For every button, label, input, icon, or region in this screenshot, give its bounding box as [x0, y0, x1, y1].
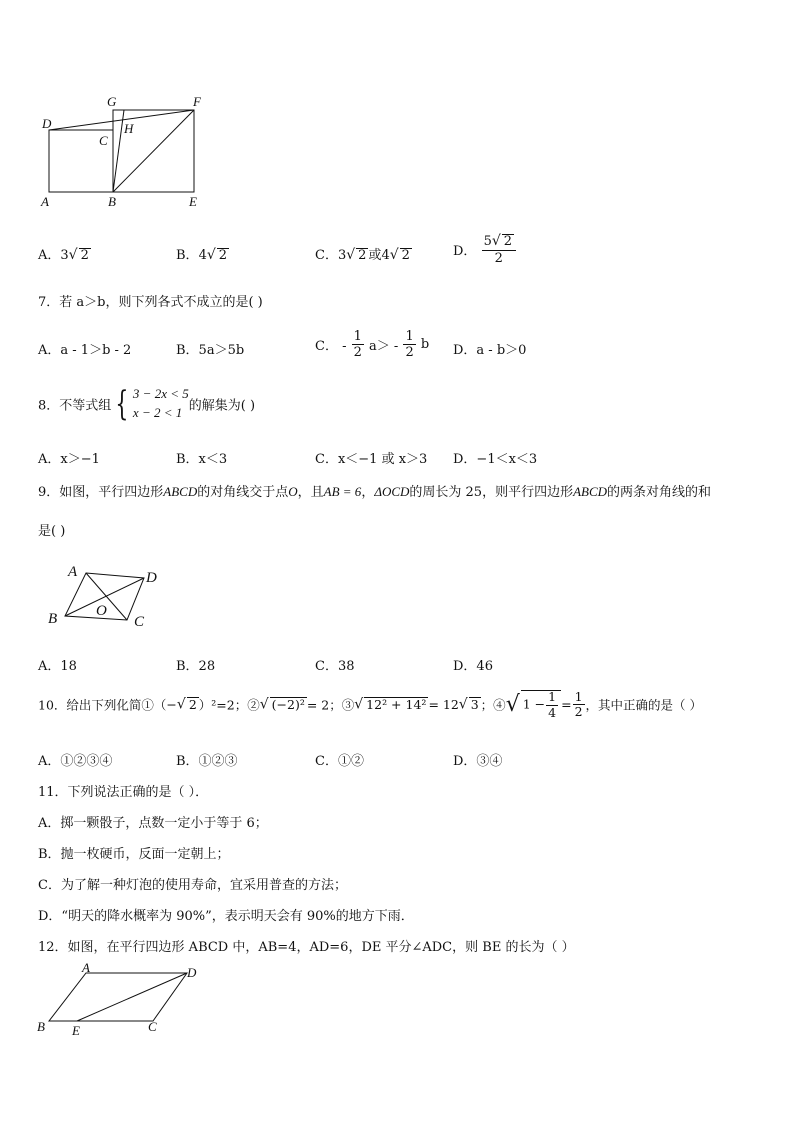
q6-option-a: A．3√ 2 — [38, 247, 89, 263]
q11-option-b: B．抛一枚硬币，反面一定朝上； — [38, 847, 230, 862]
q9-option-a: A．18 — [38, 659, 77, 674]
q7-option-a: A．a - 1＞b - 2 — [38, 343, 132, 358]
q7-option-b: B．5a＞5b — [176, 343, 245, 358]
label-B: B — [37, 1019, 45, 1034]
q11-option-c: C．为了解一种灯泡的使用寿命，宜采用普查的方法； — [38, 878, 347, 893]
label-G: G — [107, 94, 117, 109]
q8-option-a: A．x＞−1 — [38, 452, 100, 467]
parallelogram-figure-q12 — [34, 960, 214, 1042]
q9-option-b: B．28 — [176, 659, 216, 674]
q10-stem: 10．给出下列化简①（−√ 2 ）²=2；②√ (−2)² = 2；③√ 12² + 14² = 12√ 3 ；④√ 1 − $\frac{1}{4}$ = $\frac{1}{2}$ ，其中正确的是（ ） — [38, 688, 702, 720]
q7-option-d: D．a - b＞0 — [453, 343, 527, 358]
q10-option-c: C．①② — [315, 754, 364, 769]
label-F: F — [193, 94, 201, 109]
q11-stem: 11．下列说法正确的是（ ）． — [38, 785, 209, 800]
q6-option-b: B．4√ 2 — [176, 247, 228, 263]
q6-option-c: C．3√ 2 或4√ 2 — [315, 247, 410, 263]
q10-option-b: B．①②③ — [176, 754, 238, 769]
label-B: B — [108, 194, 116, 209]
q11-option-d: D．“明天的降水概率为 90%”，表示明天会有 90%的地方下雨． — [38, 909, 414, 924]
square-figure — [30, 88, 220, 213]
label-A: A — [68, 564, 78, 580]
label-A: A — [82, 960, 90, 975]
q8-option-b: B．x＜3 — [176, 452, 228, 467]
label-C: C — [134, 614, 145, 630]
q9-stem: 9．如图，平行四边形ABCD的对角线交于点O，且AB = 6，ΔOCD的周长为 25，则平行四边形ABCD的两条对角线的和 — [38, 484, 712, 500]
q8-option-c: C．x＜−1 或 x＞3 — [315, 452, 428, 467]
label-D: D — [187, 965, 197, 980]
parallelogram-figure-q9 — [40, 560, 170, 632]
q8-option-d: D．−1＜x＜3 — [453, 452, 538, 467]
label-B: B — [48, 611, 58, 627]
q10-option-a: A．①②③④ — [38, 754, 113, 769]
label-D: D — [146, 570, 157, 586]
label-O: O — [96, 603, 107, 619]
q7-stem: 7．若 a＞b，则下列各式不成立的是( ) — [38, 295, 263, 310]
label-E: E — [189, 194, 197, 209]
q8-stem: 8．不等式组 { 3 − 2x < 5 x − 2 < 1 的解集为( ) — [38, 383, 256, 424]
q6-option-d: D． $\frac{5√ 2}{2}$ — [453, 234, 517, 265]
label-E: E — [72, 1023, 80, 1038]
q7-option-c: C． - $\frac{1}{2}$ a＞ - $\frac{1}{2}$ b — [315, 329, 430, 360]
q9-option-c: C．38 — [315, 659, 355, 674]
label-C: C — [99, 133, 108, 148]
q11-option-a: A．掷一颗骰子，点数一定小于等于 6； — [38, 816, 268, 831]
q10-option-d: D．③④ — [453, 754, 503, 769]
label-A: A — [41, 194, 49, 209]
q9-stem-line2: 是( ) — [38, 524, 66, 539]
label-C: C — [148, 1019, 157, 1034]
q9-option-d: D．46 — [453, 659, 493, 674]
q12-stem: 12．如图，在平行四边形 ABCD 中，AB=4，AD=6，DE 平分∠ADC，则 BE 的长为（ ） — [38, 940, 575, 955]
label-D: D — [42, 116, 52, 131]
label-H: H — [124, 121, 134, 136]
